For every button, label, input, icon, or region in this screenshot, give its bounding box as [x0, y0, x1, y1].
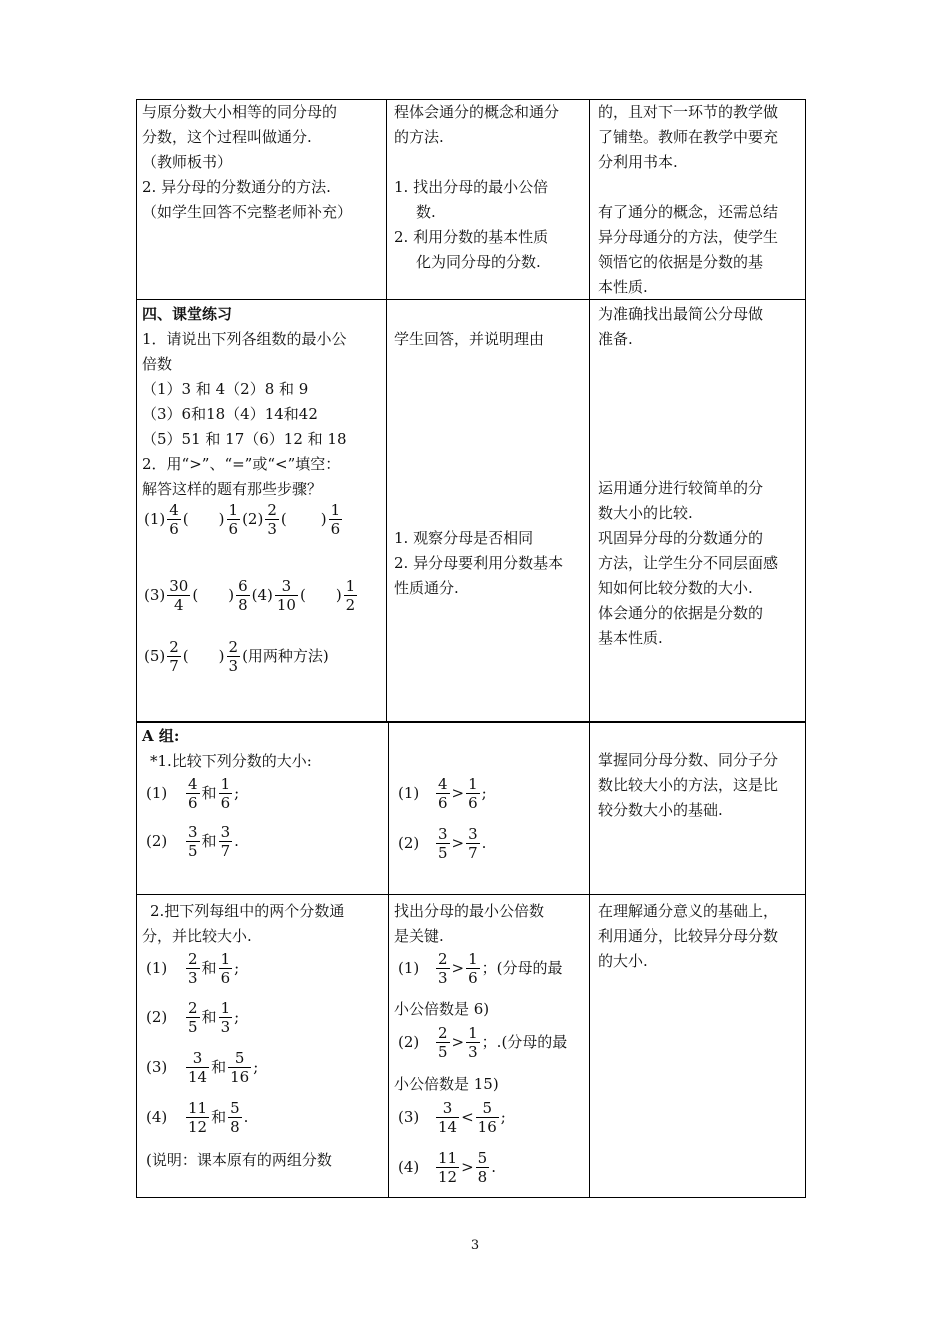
numerator: 4	[169, 501, 179, 519]
numerator: 2	[228, 638, 239, 656]
denominator: 6	[438, 794, 448, 812]
fraction	[228, 1099, 242, 1136]
text-line: 体会通分的依据是分数的	[598, 604, 764, 622]
text-line: （如学生回答不完整老师补充）	[142, 203, 353, 221]
text-line: 数比较大小的方法，这是比	[598, 776, 779, 794]
numerator: 1	[330, 501, 341, 519]
numerator: 3	[186, 1049, 209, 1068]
fraction	[436, 1099, 459, 1136]
text-line: 的，且对下一环节的教学做	[598, 103, 779, 121]
row4-answer-2-note	[394, 1072, 586, 1097]
text-line: 较分数大小的基础.	[598, 801, 723, 819]
numerator: 11	[188, 1099, 208, 1117]
row3-answer-1	[398, 775, 487, 812]
col-divider-2	[589, 99, 590, 1197]
denominator: 14	[438, 1118, 458, 1136]
punctuation: ;	[234, 784, 240, 802]
denominator: 6	[220, 969, 231, 987]
comparison-sign: >	[451, 959, 465, 977]
numerator: 6	[238, 577, 248, 595]
text-line: 异分母通分的方法，使学生	[598, 228, 779, 246]
numerator: 3	[188, 823, 198, 841]
step-line: 化为同分母的分数.	[416, 253, 541, 271]
denominator: 3	[438, 969, 448, 987]
numerator: 1	[468, 1024, 478, 1042]
fraction	[466, 775, 480, 812]
numerator: 2	[438, 1024, 448, 1042]
item-label: (1)	[146, 959, 168, 977]
numerator: 2	[188, 950, 198, 968]
denominator: 2	[345, 596, 356, 614]
row4-answer-2	[398, 1024, 567, 1061]
text-line: 有了通分的概念，还需总结	[598, 203, 779, 221]
denominator: 3	[228, 657, 239, 675]
denominator: 6	[228, 520, 239, 538]
item-label: (2)	[398, 834, 420, 852]
text-line: 基本性质.	[598, 629, 663, 647]
text-line: （1）3 和 4（2）8 和 9	[142, 380, 309, 398]
text-line: 为准确找出最简公分母做	[598, 305, 764, 323]
table-border-right	[805, 99, 806, 1197]
method-note: (用两种方法)	[242, 647, 329, 665]
denominator: 8	[238, 596, 248, 614]
row3-col1-head	[142, 724, 386, 774]
col-divider-1b	[388, 721, 389, 1197]
text-line: 找出分母的最小公倍数	[394, 902, 545, 920]
and-word: 和	[201, 784, 217, 802]
text-line: 程体会通分的概念和通分	[394, 103, 560, 121]
text-line: 2. 异分母的分数通分的方法.	[142, 178, 331, 196]
row2-col2-steps	[394, 526, 586, 601]
text-line: 2．用“>”、“=”或“<”填空：	[142, 455, 341, 473]
denominator: 16	[477, 1118, 497, 1136]
denominator: 6	[220, 794, 231, 812]
group-heading: A 组:	[142, 727, 180, 745]
fraction	[329, 501, 343, 538]
fraction-compare-1	[144, 501, 344, 538]
blank-open: (	[299, 586, 306, 604]
row4-note	[146, 1148, 386, 1173]
numerator: 2	[188, 999, 198, 1017]
text-line: 学生回答，并说明理由	[394, 330, 545, 348]
numerator: 30	[169, 577, 189, 595]
fraction	[219, 823, 233, 860]
item-label: (3)	[144, 586, 166, 604]
text-line: 准备.	[598, 330, 633, 348]
row1-col3	[598, 100, 802, 300]
fraction	[186, 1049, 209, 1086]
row4-answer-3	[398, 1099, 506, 1136]
denominator: 16	[230, 1068, 250, 1086]
and-word: 和	[211, 1108, 227, 1126]
fraction	[265, 501, 279, 538]
row4-item-1	[146, 950, 239, 987]
text-line: 巩固异分母的分数通分的	[598, 529, 764, 547]
item-label: (1)	[144, 510, 166, 528]
punctuation: ;	[253, 1058, 259, 1076]
fraction	[167, 501, 181, 538]
numerator: 1	[220, 775, 231, 793]
item-label: (5)	[144, 647, 166, 665]
row1-col2	[394, 100, 586, 275]
punctuation: .	[481, 834, 487, 852]
punctuation: .	[234, 832, 239, 850]
comparison-sign: >	[451, 784, 465, 802]
denominator: 6	[188, 794, 198, 812]
denominator: 5	[188, 842, 198, 860]
row4-col1-head	[142, 899, 386, 949]
numerator: 3	[468, 825, 478, 843]
numerator: 5	[476, 1099, 499, 1118]
text-line: 1．请说出下列各组数的最小公	[142, 330, 347, 348]
fraction	[219, 775, 233, 812]
blank-line	[598, 175, 802, 200]
row1-col1	[142, 100, 382, 225]
text-line: 与原分数大小相等的同分母的	[142, 103, 338, 121]
fraction	[186, 823, 200, 860]
col-divider-1a	[386, 99, 387, 721]
row2-col3-bottom	[598, 476, 802, 651]
comparison-sign: <	[461, 1108, 474, 1126]
fraction	[228, 1049, 251, 1086]
fraction	[219, 999, 233, 1036]
denominator: 8	[230, 1118, 240, 1136]
fraction	[476, 1149, 490, 1186]
row3-item-2	[146, 823, 239, 860]
question-line: 分，并比较大小.	[142, 927, 252, 945]
fraction	[227, 638, 241, 675]
text-line: 是关键.	[394, 927, 444, 945]
question-line: 2.把下列每组中的两个分数通	[150, 902, 345, 920]
numerator: 1	[220, 999, 231, 1017]
numerator: 2	[169, 638, 179, 656]
row2-col2-top	[394, 327, 586, 352]
page-number: 3	[470, 1238, 480, 1253]
numerator: 3	[275, 577, 298, 596]
blank-close: )	[228, 586, 235, 604]
row2-col1	[142, 302, 384, 502]
step-line: 2. 异分母要利用分数基本	[394, 554, 564, 572]
denominator: 3	[188, 969, 198, 987]
denominator: 3	[220, 1018, 231, 1036]
numerator: 2	[267, 501, 277, 519]
fraction	[466, 950, 480, 987]
row3-item-1	[146, 775, 239, 812]
fraction	[236, 577, 250, 614]
text-line: 数大小的比较.	[598, 504, 693, 522]
fraction	[436, 825, 450, 862]
row4-answer-1-note	[394, 997, 586, 1022]
comparison-sign: >	[451, 1033, 465, 1051]
text-line: 倍数	[142, 355, 173, 373]
answer-note: ；(分母的最	[481, 959, 563, 977]
fraction	[344, 577, 358, 614]
numerator: 4	[188, 775, 198, 793]
punctuation: ;	[234, 1008, 240, 1026]
blank-close: )	[335, 586, 342, 604]
punctuation: ;	[481, 784, 487, 802]
fraction	[466, 1024, 480, 1061]
and-word: 和	[201, 832, 217, 850]
denominator: 14	[188, 1068, 208, 1086]
punctuation: .	[243, 1108, 249, 1126]
fraction	[466, 825, 480, 862]
numerator: 1	[345, 577, 356, 595]
row4-item-4	[146, 1099, 248, 1136]
text-line: 的方法.	[394, 128, 444, 146]
numerator: 5	[230, 1099, 240, 1117]
text-line: （教师板书）	[142, 153, 233, 171]
table-border-bottom	[136, 1197, 806, 1198]
answer-note: ；.(分母的最	[481, 1033, 568, 1051]
denominator: 7	[169, 657, 179, 675]
text-line: 小公倍数是 6)	[394, 1000, 490, 1018]
item-label: (1)	[398, 784, 420, 802]
fraction	[436, 775, 450, 812]
denominator: 5	[438, 1043, 448, 1061]
item-label: (2)	[146, 832, 168, 850]
punctuation: ;	[234, 959, 240, 977]
blank-close: )	[218, 510, 225, 528]
section-heading: 四、课堂练习	[142, 305, 233, 323]
text-line: （5）51 和 17（6）12 和 18	[142, 430, 347, 448]
item-label: (4)	[398, 1158, 420, 1176]
denominator: 12	[188, 1118, 208, 1136]
item-label: (4)	[146, 1108, 168, 1126]
fraction	[436, 950, 450, 987]
fraction	[167, 638, 181, 675]
step-line: 2. 利用分数的基本性质	[394, 228, 549, 246]
text-line: 知如何比较分数的大小.	[598, 579, 753, 597]
denominator: 8	[477, 1168, 488, 1186]
item-label: (1)	[398, 959, 420, 977]
text-line: 在理解通分意义的基础上，	[598, 902, 779, 920]
blank-close: )	[218, 647, 225, 665]
numerator: 5	[477, 1149, 488, 1167]
blank-open: (	[182, 510, 189, 528]
blank-open: (	[192, 586, 199, 604]
text-line: 本性质.	[598, 278, 648, 296]
text-line: 运用通分进行较简单的分	[598, 479, 764, 497]
blank-open: (	[182, 647, 189, 665]
row3-col3	[598, 748, 802, 823]
numerator: 11	[438, 1149, 458, 1167]
denominator: 4	[174, 596, 184, 614]
numerator: 4	[438, 775, 448, 793]
blank-close: )	[320, 510, 327, 528]
numerator: 5	[228, 1049, 251, 1068]
text-line: 分利用书本.	[598, 153, 678, 171]
text-line: （3）6和18（4）14和42	[142, 405, 318, 423]
question-line: *1.比较下列分数的大小:	[150, 752, 312, 770]
blank-line	[394, 150, 586, 175]
row4-item-2	[146, 999, 239, 1036]
step-line: 数.	[416, 203, 436, 221]
punctuation: ;	[500, 1108, 506, 1126]
text-line: 方法，让学生分不同层面感	[598, 554, 779, 572]
denominator: 6	[468, 794, 478, 812]
note-line: (说明：课本原有的两组分数	[146, 1151, 332, 1169]
numerator: 1	[220, 950, 231, 968]
numerator: 3	[436, 1099, 459, 1118]
item-label: (2)	[146, 1008, 168, 1026]
fraction	[186, 950, 200, 987]
fraction	[436, 1149, 459, 1186]
denominator: 6	[169, 520, 179, 538]
item-label: (3)	[146, 1058, 168, 1076]
and-word: 和	[201, 959, 217, 977]
step-line: 1. 观察分母是否相同	[394, 529, 534, 547]
and-word: 和	[201, 1008, 217, 1026]
blank-open: (	[280, 510, 287, 528]
fraction	[186, 1099, 209, 1136]
step-line: 性质通分.	[394, 579, 459, 597]
numerator: 1	[468, 950, 478, 968]
denominator: 6	[468, 969, 478, 987]
item-label: (3)	[398, 1108, 420, 1126]
comparison-sign: >	[461, 1158, 474, 1176]
fraction	[436, 1024, 450, 1061]
step-line: 1. 找出分母的最小公倍	[394, 178, 549, 196]
row4-col2-top	[394, 899, 586, 949]
denominator: 7	[468, 844, 478, 862]
row4-col3	[598, 899, 802, 974]
text-line: 分数，这个过程叫做通分.	[142, 128, 312, 146]
denominator: 6	[330, 520, 341, 538]
denominator: 7	[220, 842, 231, 860]
row4-answer-4	[398, 1149, 496, 1186]
text-line: 解答这样的题有那些步骤？	[142, 480, 323, 498]
text-line: 了铺垫。教师在教学中要充	[598, 128, 779, 146]
fraction-compare-3	[144, 638, 329, 675]
comparison-sign: >	[451, 834, 465, 852]
fraction	[186, 775, 200, 812]
table-border-left	[136, 99, 137, 1197]
fraction	[167, 577, 190, 614]
item-label: (1)	[146, 784, 168, 802]
row-divider-2	[136, 721, 806, 723]
denominator: 10	[276, 596, 296, 614]
item-label: (2)	[398, 1033, 420, 1051]
numerator: 1	[468, 775, 478, 793]
denominator: 3	[267, 520, 277, 538]
denominator: 3	[468, 1043, 478, 1061]
denominator: 5	[438, 844, 448, 862]
row4-answer-1	[398, 950, 563, 987]
row2-col3-top	[598, 302, 802, 352]
denominator: 12	[438, 1168, 458, 1186]
fraction	[186, 999, 200, 1036]
numerator: 1	[228, 501, 239, 519]
and-word: 和	[211, 1058, 227, 1076]
fraction	[275, 577, 298, 614]
text-line: 领悟它的依据是分数的基	[598, 253, 764, 271]
denominator: 5	[188, 1018, 198, 1036]
text-line: 掌握同分母分数、同分子分	[598, 751, 779, 769]
item-label: (2)	[242, 510, 264, 528]
fraction	[227, 501, 241, 538]
text-line: 小公倍数是 15)	[394, 1075, 499, 1093]
numerator: 2	[438, 950, 448, 968]
numerator: 3	[438, 825, 448, 843]
fraction	[476, 1099, 499, 1136]
fraction	[219, 950, 233, 987]
text-line: 利用通分，比较异分母分数	[598, 927, 779, 945]
text-line: 的大小.	[598, 952, 648, 970]
fraction-compare-2	[144, 577, 359, 614]
row3-answer-2	[398, 825, 486, 862]
row-divider-3	[136, 894, 806, 895]
numerator: 3	[220, 823, 231, 841]
item-label: (4)	[251, 586, 273, 604]
punctuation: .	[491, 1158, 496, 1176]
row4-item-3	[146, 1049, 258, 1086]
